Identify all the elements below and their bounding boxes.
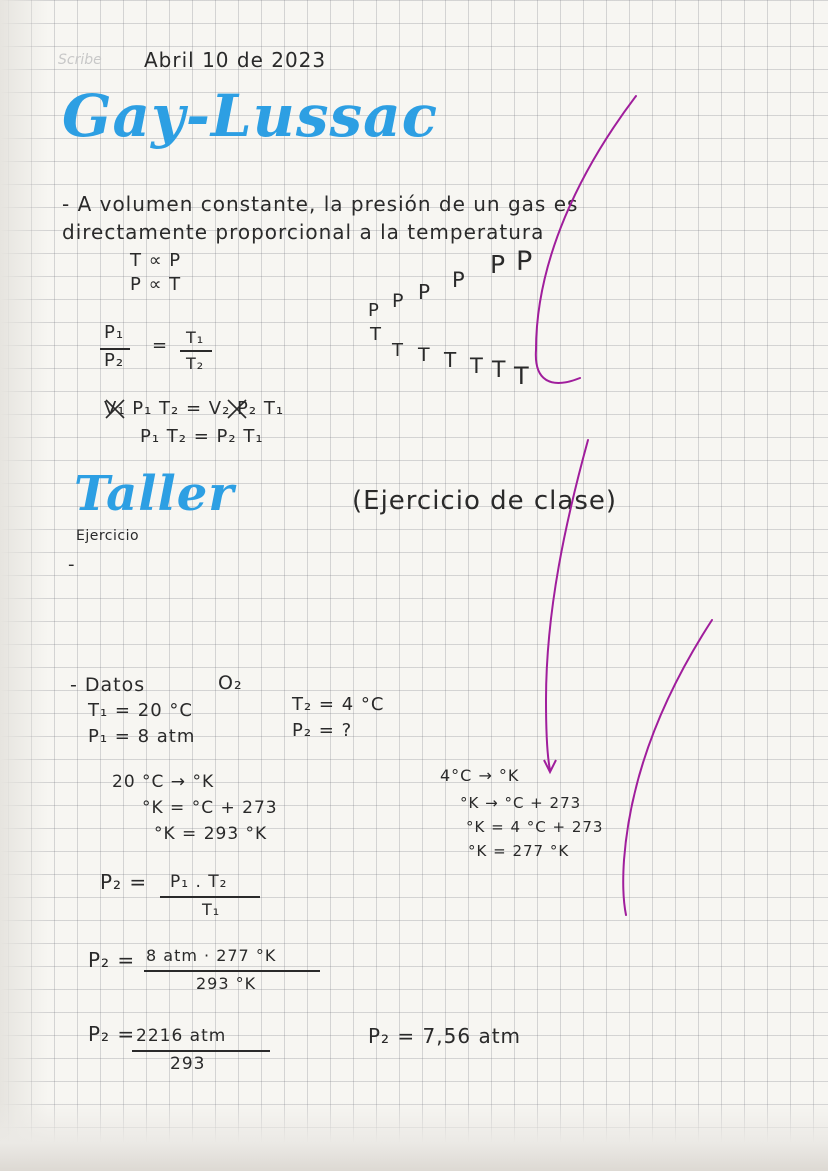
page-date: Abril 10 de 2023 xyxy=(144,48,327,72)
temperature-letter: T xyxy=(418,344,431,366)
substitution-lhs: P₂ = xyxy=(88,948,136,972)
temperature-letter: T xyxy=(444,348,458,372)
magenta-stroke-bottom xyxy=(623,620,712,915)
result: P₂ = 7,56 atm xyxy=(368,1024,522,1048)
formula-lhs: P₂ = xyxy=(100,870,148,894)
substitution-denominator: 293 °K xyxy=(196,974,257,993)
pressure-letter: P xyxy=(452,268,466,292)
crossmult-line-2: P₁ T₂ = P₂ T₁ xyxy=(140,426,264,447)
definition-line-2: directamente proporcional a la temperatura xyxy=(62,220,545,244)
product-denominator: 293 xyxy=(170,1054,206,1074)
conv-right-line-2: °K → °C + 273 xyxy=(460,794,582,812)
conv-right-line-4: °K = 277 °K xyxy=(468,842,570,860)
temperature-letter: T xyxy=(370,324,382,345)
conv-left-line-1: 20 °C → °K xyxy=(112,772,215,792)
crossmult-line-1: V₁ P₁ T₂ = V₂ P₂ T₁ xyxy=(104,398,285,419)
temperature-letter: T xyxy=(392,340,404,361)
conv-left-line-3: °K = 293 °K xyxy=(154,824,268,844)
data-t2: T₂ = 4 °C xyxy=(292,694,385,715)
product-lhs: P₂ = xyxy=(88,1022,136,1046)
conv-right-line-1: 4°C → °K xyxy=(440,766,520,785)
law-rhs-denominator: T₂ xyxy=(186,354,205,373)
formula-denominator: T₁ xyxy=(202,900,221,919)
proportional-line-1: T ∝ P xyxy=(130,250,182,271)
substitution-numerator: 8 atm · 277 °K xyxy=(146,946,277,965)
exercise-dash: - xyxy=(68,554,76,575)
pressure-letter: P xyxy=(368,300,380,321)
magenta-stroke-middle xyxy=(546,440,588,770)
data-t1: T₁ = 20 °C xyxy=(88,700,193,721)
crossed-v2 xyxy=(228,400,246,418)
conv-left-line-2: °K = °C + 273 xyxy=(142,798,278,818)
pressure-letter: P xyxy=(490,250,507,279)
workshop-title: Taller xyxy=(74,466,235,522)
temperature-letter: T xyxy=(514,362,530,390)
exercise-label: Ejercicio xyxy=(76,528,140,544)
data-p1: P₁ = 8 atm xyxy=(88,726,196,747)
brand-watermark: Scribe xyxy=(58,52,102,68)
workshop-subtitle: (Ejercicio de clase) xyxy=(352,486,618,516)
law-rhs-numerator: T₁ xyxy=(186,328,205,347)
data-p2: P₂ = ? xyxy=(292,720,353,741)
product-numerator: 2216 atm xyxy=(136,1026,227,1046)
formula-numerator: P₁ . T₂ xyxy=(170,872,228,892)
crossed-v1 xyxy=(106,400,124,418)
pressure-letter: P xyxy=(418,280,432,304)
blue-title-underline xyxy=(62,146,330,148)
law-lhs-denominator: P₂ xyxy=(104,350,125,371)
temperature-letter: T xyxy=(470,354,484,378)
data-heading: - Datos xyxy=(70,674,146,696)
page-title: Gay-Lussac xyxy=(62,82,439,150)
conv-right-line-3: °K = 4 °C + 273 xyxy=(466,818,604,836)
proportional-line-2: P ∝ T xyxy=(130,274,182,295)
law-equals: = xyxy=(152,335,169,356)
law-lhs-numerator: P₁ xyxy=(104,322,125,343)
pressure-letter: P xyxy=(516,246,534,277)
definition-line-1: - A volumen constante, la presión de un gas es xyxy=(62,192,579,216)
gas-formula: O₂ xyxy=(218,672,243,694)
temperature-letter: T xyxy=(492,358,507,383)
pressure-letter: P xyxy=(392,290,405,312)
magenta-stroke-top xyxy=(536,96,636,383)
